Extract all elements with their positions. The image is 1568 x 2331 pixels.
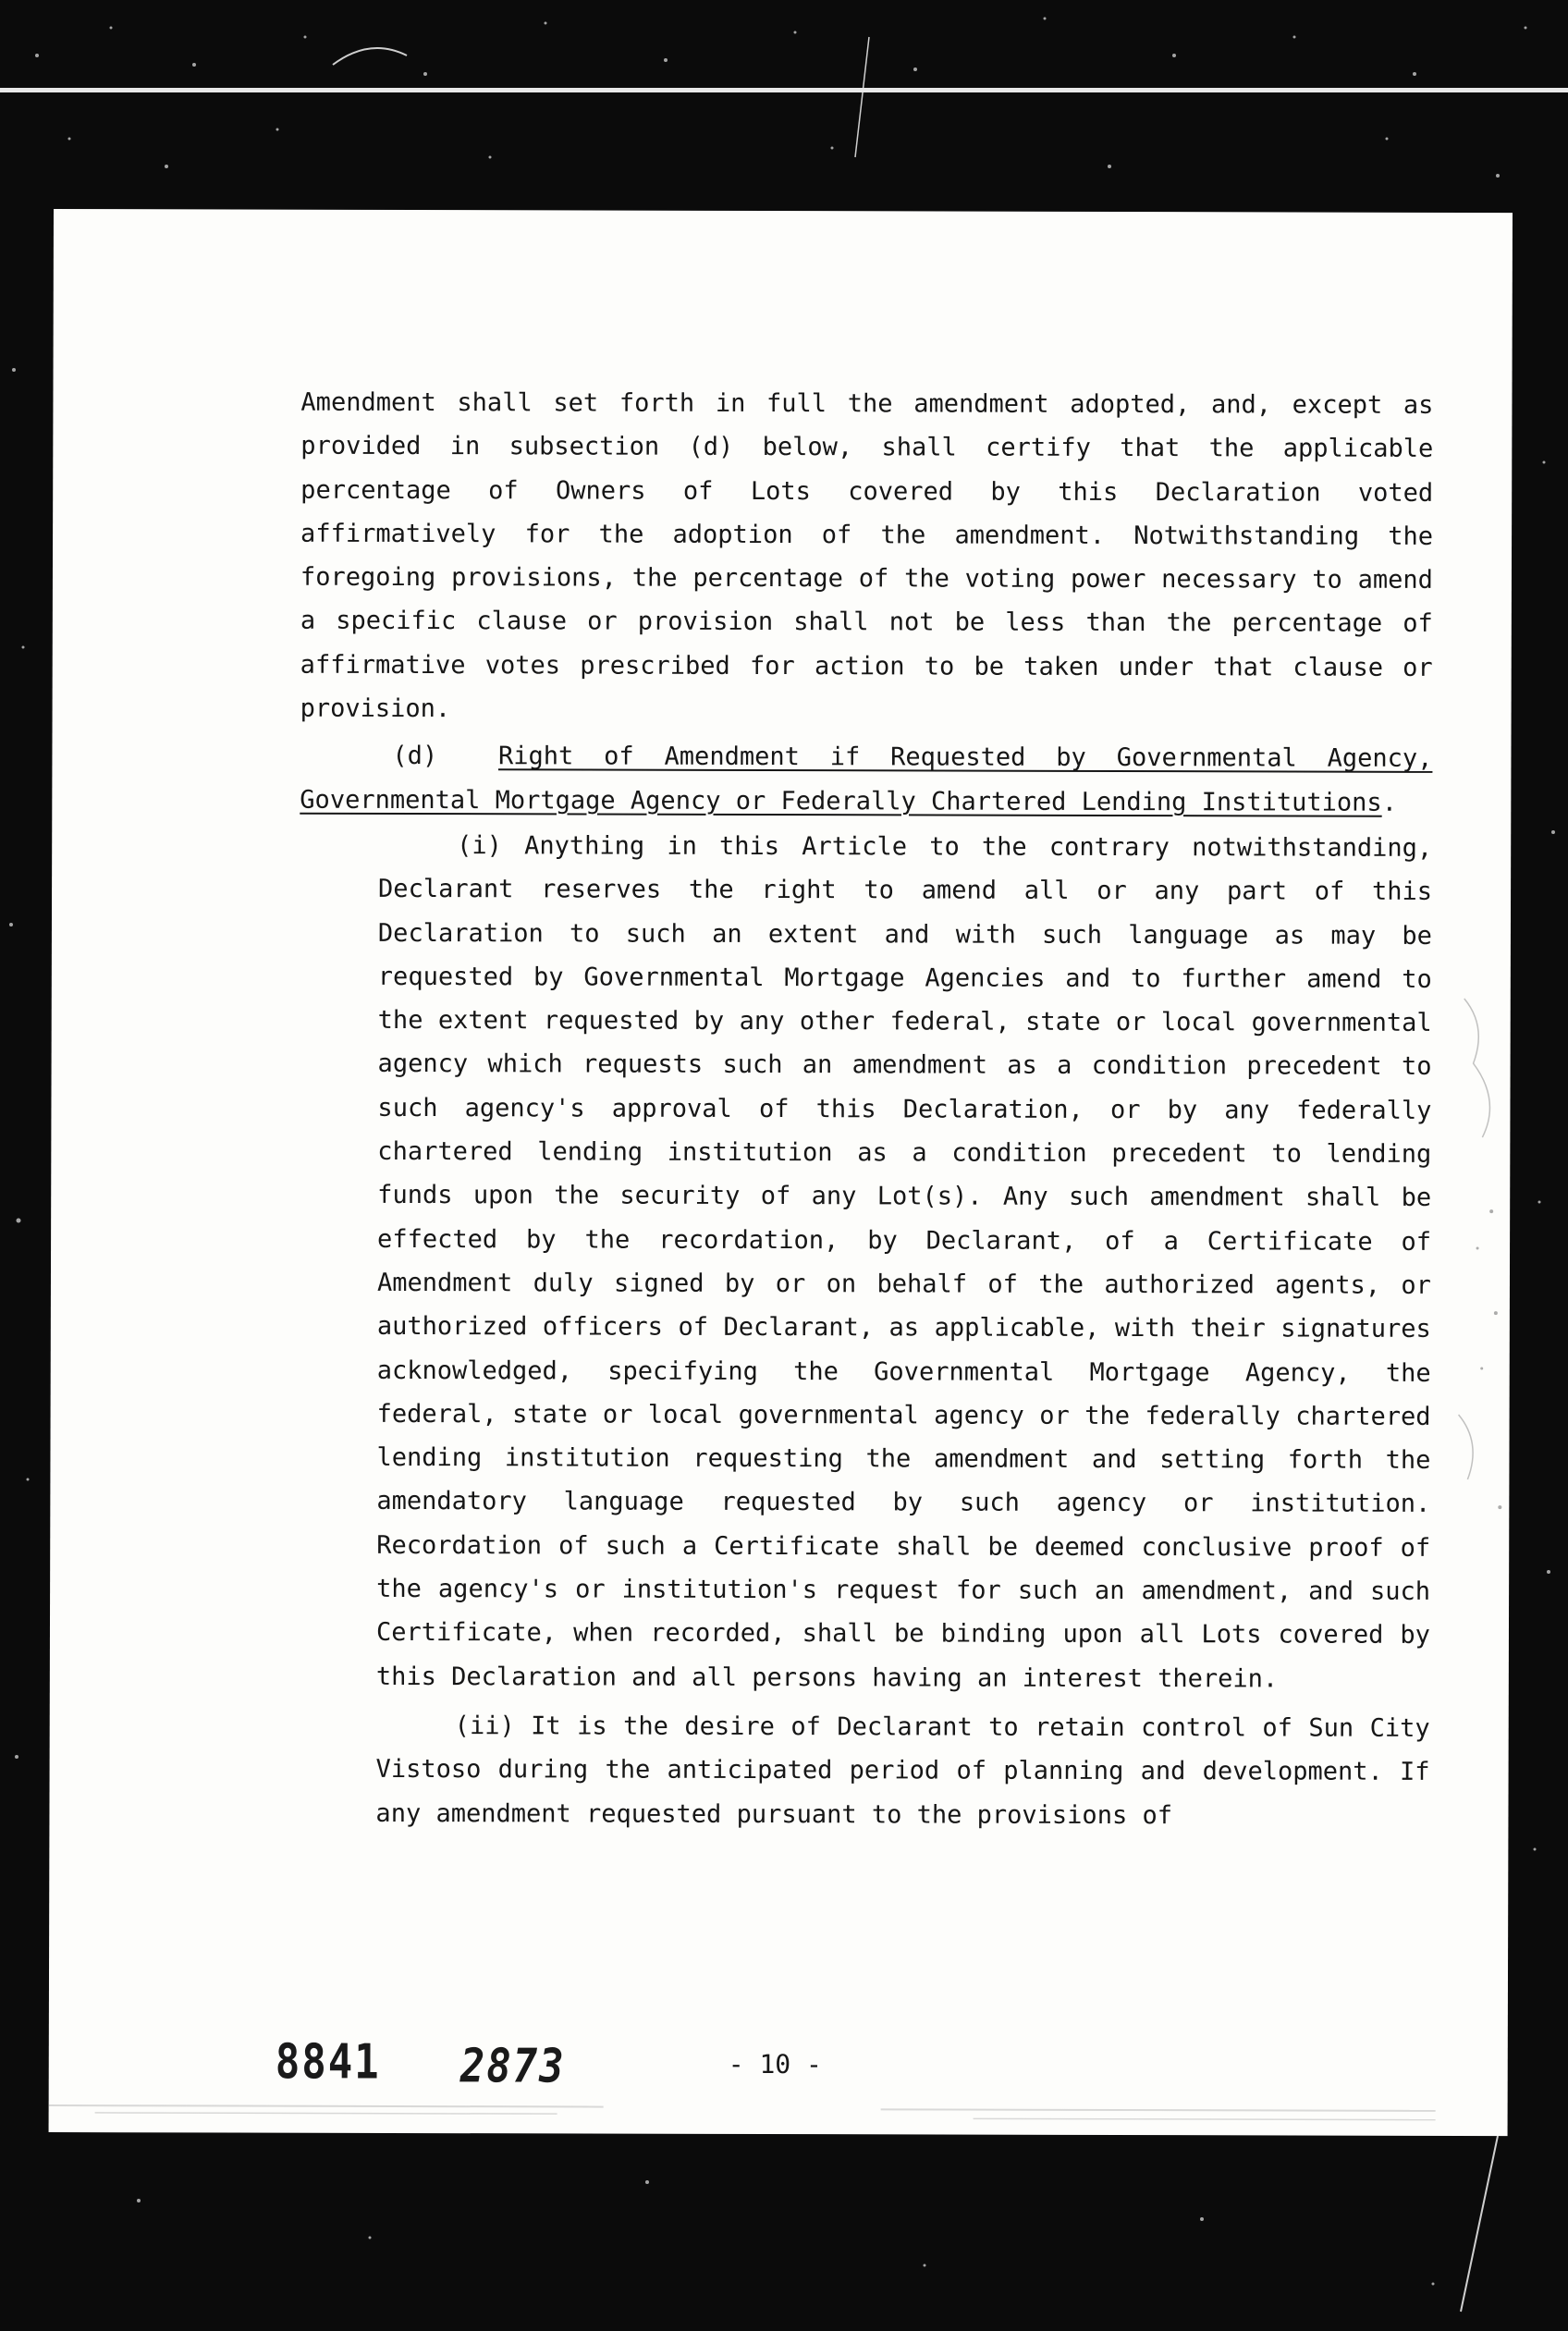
subsection-ii-paragraph: (ii) It is the desire of Declarant to retain control of Sun City Vistoso during the anticipated period of planning and development. If any amendment requested pursuant to the provisions of [375,1711,1430,1830]
document-body [297,381,1433,1838]
document-page [49,209,1513,2136]
subsection-i-paragraph: (i) Anything in this Article to the contrary notwithstanding, Declarant reserves the right to amend all or any part of this Declaration to such an extent and with such language as may be requested by Governmental Mortgage Agencies and to further amend to the extent requested by any other federal, state or local governmental agency which requests such an amendment as a condition precedent to such agency's approval of this Declaration, or by any federally chartered lending institution as a condition precedent to lending funds upon the security of any Lot(s). Any such amendment shall be effected by the recordation, by Declarant, of a Certificate of Amendment duly signed by or on behalf of the authorized agents, or authorized officers of Declarant, as applicable, with their signatures acknowledged, specifying the Governmental Mortgage Agency, the federal, state or local governmental agency or the federally chartered lending institution requesting the amendment and setting forth the amendatory language requested by such agency or institution. Recordation of such a Certificate shall be deemed conclusive proof of the agency's or institution's request for such an amendment, and such Certificate, when recorded, shall be binding upon all Lots covered by this Declaration and all persons having an interest therein. [375,831,1433,1694]
page-number: - 10 - [728,2048,822,2080]
book-number-stamp: 8841 [275,2034,381,2091]
right-edge-scan-artifact [1452,213,1513,2136]
bottom-scan-noise [49,2077,1508,2136]
section-d-end: . [1381,788,1398,817]
top-scan-rule [0,88,1568,92]
section-d-heading: Right of Amendment if Requested by Governmental Agency, Governmental Mortgage Agency or Federally Chartered Lending Institutions [300,742,1433,817]
section-d-paragraph [300,734,1432,825]
page-number-stamp: 2873 [459,2039,566,2094]
section-d-label: (d) [392,742,438,771]
intro-paragraph: Amendment shall set forth in full the amendment adopted, and, except as provided in subsection (d) below, shall certify that the applicable percentage of Owners of Lots covered by this Declaration voted affirmatively for the adoption of the amendment. Notwithstanding the foregoing provisions, the percentage of the voting power necessary to amend a specific clause or provision shall not be less than the percentage of affirmative votes prescribed for action to be taken under that clause or provision. [300,387,1434,724]
